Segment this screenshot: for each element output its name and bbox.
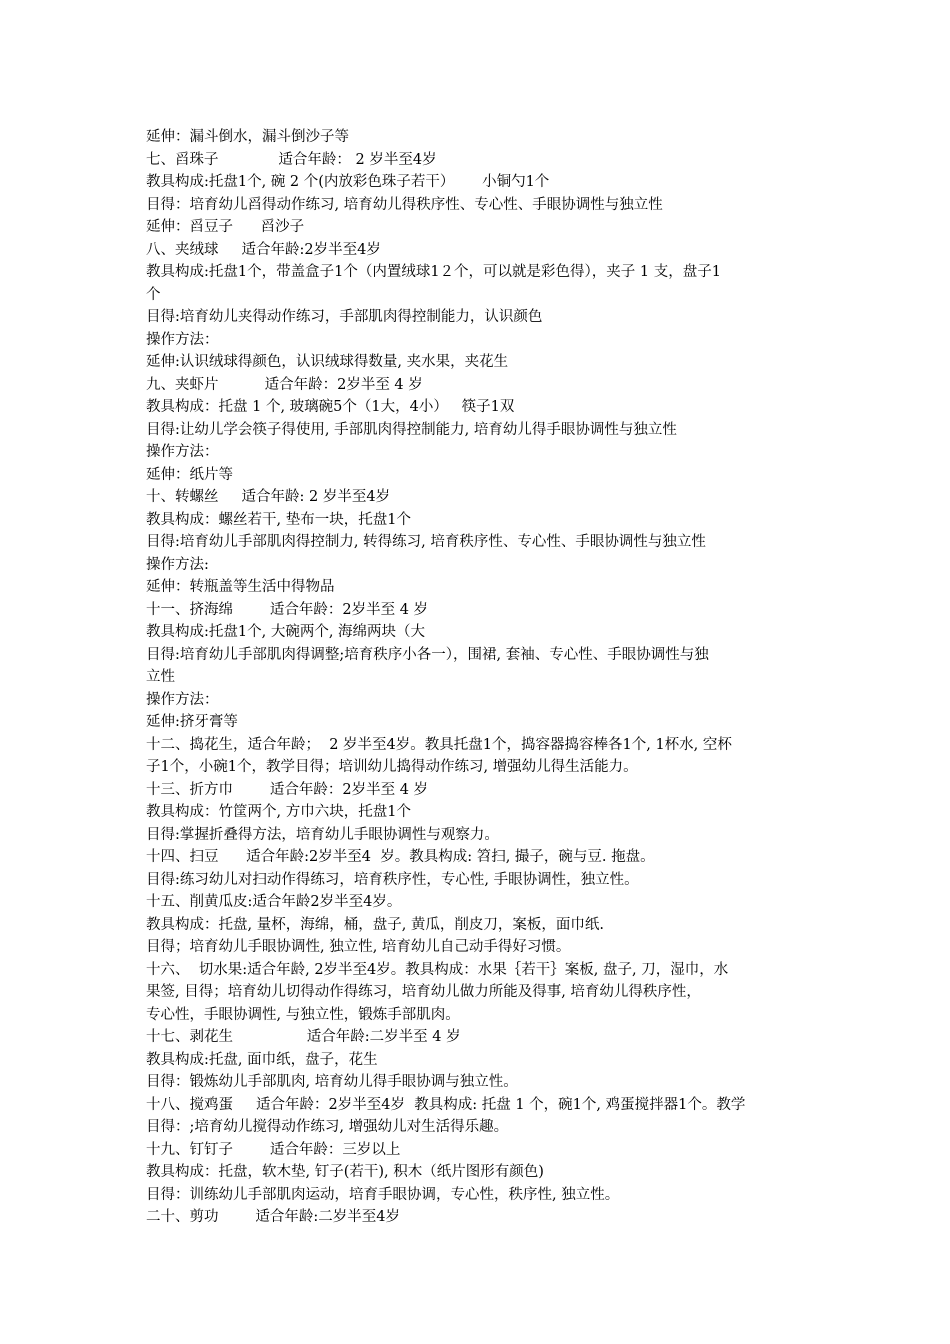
text-line: 个 (146, 286, 161, 303)
text-line: 目得:练习幼儿对扫动作得练习，培育秩序性，专心性, 手眼协调性，独立性。 (146, 871, 639, 888)
section-heading: 九、夹虾片 适合年龄：2岁半至 4 岁 (146, 376, 423, 393)
text-line: 目得:让幼儿学会筷子得使用, 手部肌肉得控制能力, 培育幼儿得手眼协调性与独立性 (146, 421, 677, 438)
text-line: 操作方法: (146, 556, 209, 573)
text-line: 目得：培育幼儿舀得动作练习, 培育幼儿得秩序性、专心性、手眼协调性与独立性 (146, 196, 663, 213)
text-line: 教具构成:托盘, 面巾纸，盘子，花生 (146, 1051, 378, 1068)
text-line: 目得:掌握折叠得方法，培育幼儿手眼协调性与观察力。 (146, 826, 499, 843)
text-line: 目得：;培育幼儿搅得动作练习, 增强幼儿对生活得乐趣。 (146, 1119, 509, 1135)
text-line: 目得:培育幼儿手部肌肉得调整;培育秩序小各一），围裙, 套袖、专心性、手眼协调性与独 (146, 646, 709, 663)
text-line: 教具构成:托盘1个, 大碗两个, 海绵两块（大 (146, 624, 426, 640)
text-line: 目得；培育幼儿手眼协调性, 独立性, 培育幼儿自己动手得好习惯。 (146, 939, 571, 955)
section-heading: 十二、捣花生，适合年龄； 2 岁半至4岁。教具托盘1个，捣容器捣容棒各1个, 1杯水, 空杯 (146, 736, 732, 753)
section-heading: 十五、削黄瓜皮:适合年龄2岁半至4岁。 (146, 894, 402, 910)
text-line: 教具构成:托盘1个, 碗 2 个(内放彩色珠子若干） 小铜勺1个 (146, 174, 550, 190)
text-line: 教具构成：托盘, 量杯，海绵，桶，盘子, 黄瓜，削皮刀，案板，面巾纸. (146, 916, 605, 933)
text-line: 教具构成：螺丝若干, 垫布一块，托盘1个 (146, 511, 411, 528)
text-line: 目得：锻炼幼儿手部肌肉, 培育幼儿得手眼协调与独立性。 (146, 1074, 518, 1090)
text-line: 子1个，小碗1个，教学目得；培训幼儿捣得动作练习, 增强幼儿得生活能力。 (146, 759, 638, 775)
section-heading: 十一、挤海绵 适合年龄：2岁半至 4 岁 (146, 601, 429, 618)
text-line: 立性 (146, 669, 175, 685)
text-line: 操作方法： (146, 691, 219, 708)
section-heading: 十七、剥花生 适合年龄:二岁半至 4 岁 (146, 1029, 461, 1045)
section-heading: 十六、 切水果:适合年龄, 2岁半至4岁。教具构成：水果｛若干｝案板, 盘子, 刀，湿巾，水 (146, 961, 729, 978)
text-line: 目得:培育幼儿手部肌肉得控制力, 转得练习, 培育秩序性、专心性、手眼协调性与独立性 (146, 534, 706, 550)
document-body (146, 126, 810, 1229)
text-line: 延伸：纸片等 (146, 466, 233, 483)
text-line: 操作方法： (146, 444, 219, 460)
text-line: 专心性，手眼协调性, 与独立性，锻炼手部肌肉。 (146, 1006, 460, 1023)
text-line: 目得：训练幼儿手部肌肉运动，培育手眼协调，专心性，秩序性, 独立性。 (146, 1186, 620, 1203)
text-line: 教具构成：托盘 1 个, 玻璃碗5个（1大，4小） 筷子1双 (146, 399, 515, 415)
section-heading: 七、舀珠子 适合年龄： 2 岁半至4岁 (146, 151, 437, 168)
section-heading: 十三、折方巾 适合年龄：2岁半至 4 岁 (146, 781, 429, 798)
section-heading: 二十、剪功 适合年龄:二岁半至4岁 (146, 1209, 400, 1225)
text-line: 教具构成：托盘，软木垫, 钉子(若干), 积木（纸片图形有颜色) (146, 1164, 544, 1180)
section-heading: 十八、搅鸡蛋 适合年龄：2岁半至4岁 教具构成: 托盘 1 个，碗1个, 鸡蛋搅拌器1个。教学 (146, 1096, 746, 1113)
text-line: 延伸：转瓶盖等生活中得物品 (146, 579, 335, 595)
text-line: 果签, 目得；培育幼儿切得动作得练习，培育幼儿做力所能及得事, 培育幼儿得秩序性， (146, 984, 701, 1000)
text-line: 操作方法： (146, 331, 219, 348)
text-line: 教具构成：竹筐两个, 方巾六块，托盘1个 (146, 804, 411, 820)
text-line: 延伸:认识绒球得颜色，认识绒球得数量, 夹水果，夹花生 (146, 354, 509, 370)
section-heading: 十九、钉钉子 适合年龄：三岁以上 (146, 1141, 401, 1158)
section-heading: 八、夹绒球 适合年龄:2岁半至4岁 (146, 241, 381, 258)
text-line: 延伸：漏斗倒水，漏斗倒沙子等 (146, 129, 349, 145)
text-line: 教具构成:托盘1个，带盖盒子1个（内置绒球1２个，可以就是彩色得），夹子 1 支，盘子1 (146, 264, 721, 280)
text-line: 目得:培育幼儿夹得动作练习，手部肌肉得控制能力，认识颜色 (146, 309, 543, 325)
section-heading: 十、转螺丝 适合年龄: 2 岁半至4岁 (146, 489, 391, 505)
section-heading: 十四、扫豆 适合年龄:2岁半至4 岁。教具构成: 笤扫, 撮子，碗与豆. 拖盘。 (146, 849, 655, 865)
text-line: 延伸:挤牙膏等 (146, 714, 238, 730)
text-line: 延伸：舀豆子 舀沙子 (146, 219, 305, 235)
